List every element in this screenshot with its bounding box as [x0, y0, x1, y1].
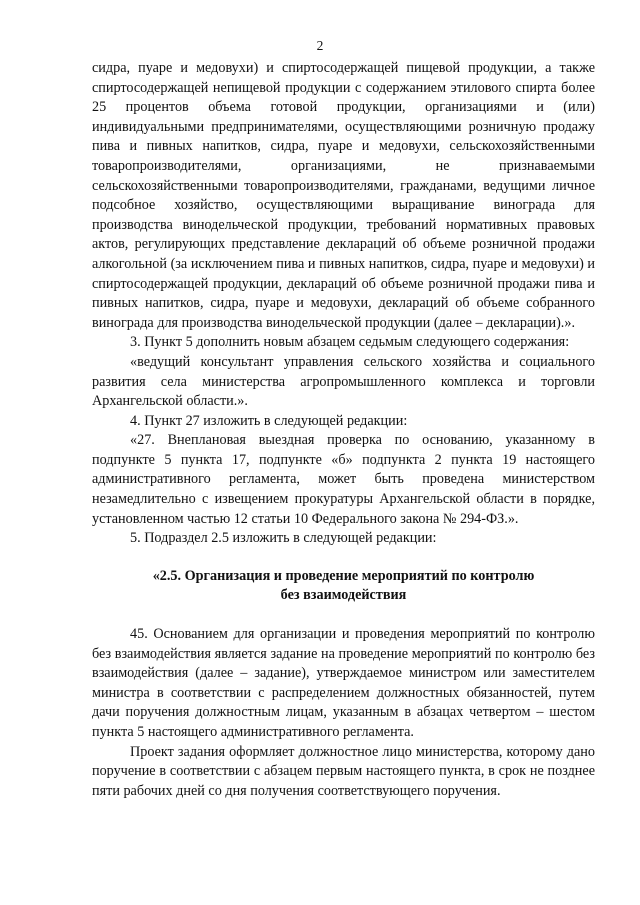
paragraph-quote-27: «27. Внеплановая выездная проверка по основанию, указанному в подпункте 5 пункта 17, подпункте «б» подпункта 2 пункта 19 настоящего административного регламента, может быть проведена министерством незамедлительно с извещением прокуратуры Архангельской области в порядке, установленном частью 12 статьи 10 Федерального закона № 294-ФЗ.».	[92, 432, 595, 527]
section-heading-line-2: без взаимодействия	[280, 587, 407, 604]
section-heading	[92, 567, 595, 606]
paragraph-quote-consultant: «ведущий консультант управления сельского хозяйства и социального развития села министерства агропромышленного комплекса и торговли Архангельской области.».	[92, 353, 595, 410]
section-heading-line-1: «2.5. Организация и проведение мероприятий по контролю	[152, 567, 535, 584]
paragraph-item-5: 5. Подраздел 2.5 изложить в следующей редакции:	[130, 530, 437, 547]
document-body	[92, 59, 595, 801]
paragraph-task-draft: Проект задания оформляет должностное лицо министерства, которому дано поручение в соответствии с абзацем первым настоящего пункта, в срок не позднее пяти рабочих дней со дня получения соответствующего поручения.	[92, 743, 595, 799]
paragraph-item-4: 4. Пункт 27 изложить в следующей редакции:	[130, 412, 408, 429]
paragraph-continuation: сидра, пуаре и медовухи) и спиртосодержащей пищевой продукции, а также спиртосодержащей непищевой продукции с содержанием этилового спирта более 25 процентов объема готовой продукции, организациями и (или) индивидуальными предпринимателями, осуществляющими розничную продажу пива и пивных напитков, сидра, пуаре и медовухи, сельскохозяйственными товаропроизводителями, организациями, не признаваемыми сельскохозяйственными товаропроизводителями, гражданами, ведущими личное подсобное хозяйство, осуществляющими выращивание винограда для производства винодельческой продукции, требований нормативных правовых актов, регулирующих представление деклараций об объеме розничной продажи алкогольной (за исключением пива и пивных напитков, сидра, пуаре и медовухи) и спиртосодержащей продукции, деклараций об объеме розничной продажи пива и пивных напитков, сидра, пуаре и медовухи, деклараций об объеме собранного винограда для производства винодельческой продукции (далее – декларации).».	[92, 60, 595, 331]
page-number: 2	[316, 38, 324, 53]
paragraph-item-3: 3. Пункт 5 дополнить новым абзацем седьмым следующего содержания:	[130, 334, 570, 351]
paragraph-item-45: 45. Основанием для организации и проведения мероприятий по контролю без взаимодействия является задание на проведение мероприятий по контролю без взаимодействия (далее – задание), утверждаемое министром или заместителем министра в соответствии с распределением должностных обязанностей, путем дачи поручения должностным лицам, указанным в абзацах четвертом – шестом пункта 5 настоящего административного регламента.	[92, 626, 595, 740]
